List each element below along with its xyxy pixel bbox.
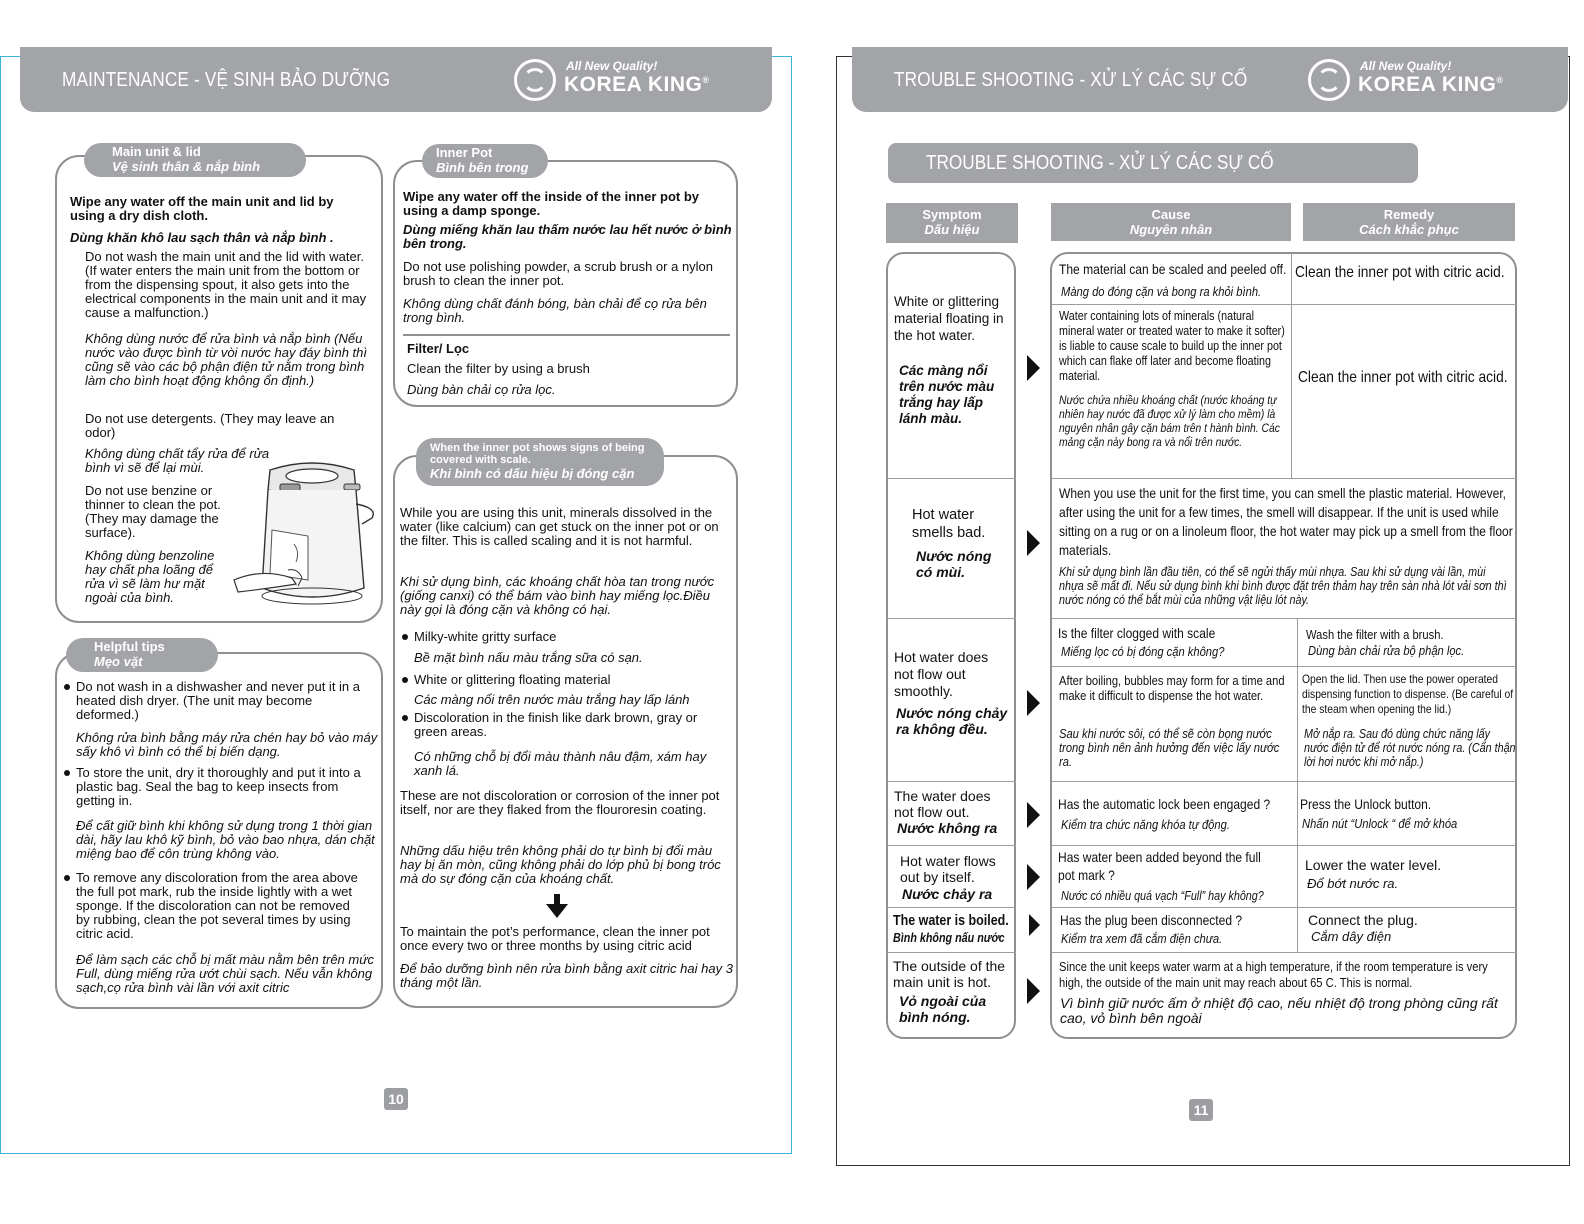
symptom-1-vi: Các màng nổi trên nước màu trắng hay lấp lánh màu.: [899, 363, 995, 426]
tip-3-vi: Để làm sạch các chỗ bị mất màu nằm bên trên mức Full, dùng miếng rửa ướt chùi sạch. Nếu vẫn không sạch,cọ rửa bình vài lần với axit citric: [76, 952, 374, 995]
cause-3b-vi: Sau khi nước sôi, có thể sẽ còn bọng nước trong bình nên ảnh hưởng đến việc lấy nước ra.: [1059, 726, 1280, 769]
cause-3b-en: After boiling, bubbles may form for a time and make it difficult to dispense the hot water.: [1059, 673, 1285, 703]
scale-p3-en: To maintain the pot’s performance, clean the inner pot once every two or three months by using citric acid: [400, 924, 710, 953]
main-unit-p1-en: Do not wash the main unit and the lid with water. (If water enters the main unit from the bottom or from the dispensing spout, it also gets into the electrical components in the main unit and it may cause a malfunction.): [85, 249, 367, 320]
remedy-5-vi: Đổ bớt nước ra.: [1307, 876, 1399, 891]
tip-2-vi: Để cất giữ bình khi không sử dụng trong 1 thời gian dài, hãy lau khô kỹ bình, bỏ vào bao nhựa, dán chặt miệng bao để côn trùng không vào.: [76, 818, 375, 861]
main-unit-lead-en: Wipe any water off the main unit and lid by using a dry dish cloth.: [70, 194, 334, 223]
brand-seal-icon: [514, 59, 556, 101]
brand-name: KOREA KING®: [564, 73, 710, 96]
main-unit-p3-en: Do not use benzine or thinner to clean the pot. (They may damage the surface).: [85, 483, 221, 540]
remedy-6-vi: Cắm dây điện: [1311, 929, 1392, 944]
remedy-1b-en: Clean the inner pot with citric acid.: [1298, 369, 1508, 386]
remedy-4-en: Press the Unlock button.: [1300, 796, 1432, 812]
cause-5-en: Has water been added beyond the full pot mark ?: [1058, 849, 1261, 883]
cause-1a-vi: Màng do đóng cặn và bong ra khỏi bình.: [1061, 284, 1262, 299]
cause-1a-en: The material can be scaled and peeled off.: [1059, 261, 1287, 277]
inner-pot-divider: [403, 334, 730, 336]
scale-bullet-2-vi: Các màng nổi trên nước màu trắng hay lấp lánh: [414, 692, 690, 707]
symptom-6-en: The water is boiled.: [893, 913, 1009, 929]
tip-1-vi: Không rửa bình bằng máy rửa chén hay bỏ vào máy sấy khô vì bình có thể bị biến dạng.: [76, 730, 378, 759]
filter-en: Clean the filter by using a brush: [407, 361, 590, 376]
scale-p2-en: These are not discoloration or corrosion of the inner pot itself, nor are they flaked from the flouroresin coating.: [400, 788, 720, 817]
symptom-4-en: The water does not flow out.: [894, 788, 991, 820]
cause-2-vi: Khi sử dụng bình lần đầu tiên, có thể sẽ ngửi thấy mùi nhựa. Sau khi sử dụng vài lần, mùi nhựa sẽ mất đi. Nếu sử dụng bình khi bình được đặt trên thảm hay trên sàn nhà lót vải sơn thì nước nóng có thể bắt mùi của những vật liệu lót này.: [1059, 565, 1507, 607]
remedy-3a-en: Wash the filter with a brush.: [1306, 627, 1444, 642]
inner-pot-tab: Inner Pot Bình bên trong: [422, 144, 548, 178]
main-unit-p3-vi: Không dùng benzoline hay chất pha loãng để rửa vì sẽ làm hư mặt ngoài của bình.: [85, 548, 215, 605]
right-header: [852, 47, 1568, 112]
row-divider: [1051, 952, 1516, 953]
remedy-4-vi: Nhấn nút “Unlock “ để mở khóa: [1302, 816, 1458, 831]
main-unit-p1-vi: Không dùng nước để rửa bình và nắp bình (Nếu nước vào được bình từ vòi nước hay đáy bình thì cũng sẽ vào các bộ phận điện tử nằm trong bình làm cho bình hoạt động không ổn định.): [85, 331, 368, 388]
inner-pot-lead-en: Wipe any water off the inside of the inner pot by using a damp sponge.: [403, 189, 700, 218]
brand-tagline: All New Quality!: [1360, 59, 1452, 73]
arrow-right-icon: [1027, 355, 1040, 381]
right-page-number: 11: [1189, 1099, 1213, 1121]
filter-vi: Dùng bàn chải cọ rửa lọc.: [407, 382, 556, 397]
brand-logo: [514, 55, 714, 103]
remedy-5-en: Lower the water level.: [1305, 857, 1442, 873]
symptom-5-en: Hot water flows out by itself.: [900, 853, 996, 885]
left-page-number: 10: [384, 1088, 408, 1110]
scale-tab: When the inner pot shows signs of being covered with scale. Khi bình có dấu hiệu bị đóng cặn: [416, 438, 664, 486]
scale-bullet-2-en: White or glittering floating material: [400, 673, 730, 687]
sub-row-divider: [1051, 304, 1516, 305]
scale-p2-vi: Những dấu hiệu trên không phải do tự bình bị đổi màu hay bị ăn mòn, cũng không phải do lớp phủ bị bong tróc mà do sự đóng cặn của khoáng chất.: [400, 843, 721, 886]
arrow-right-icon: [1027, 530, 1040, 556]
remedy-3b-vi: Mở nắp ra. Sau đó dùng chức năng lấy nước điện tử để rót nước nóng ra. (Cẩn thận lời hơi nước khi mở nắp.): [1304, 727, 1516, 769]
cause-4-en: Has the automatic lock been engaged ?: [1058, 796, 1271, 812]
symptom-4-vi: Nước không ra: [897, 820, 998, 836]
col-header-cause: Cause Nguyên nhân: [1051, 203, 1291, 241]
brand-logo-right: [1308, 55, 1508, 103]
col-divider: [1297, 619, 1298, 952]
remedy-3a-vi: Dùng bàn chải rửa bộ phận lọc.: [1308, 643, 1465, 658]
row-divider: [1051, 845, 1516, 846]
scale-bullet-3-vi: Có những chỗ bị đổi màu thành nâu đậm, xám hay xanh lá.: [414, 749, 707, 778]
main-unit-tab: Main unit & lid Vệ sinh thân & nắp bình: [84, 143, 306, 177]
brand-tagline: All New Quality!: [566, 59, 658, 73]
scale-p1-en: While you are using this unit, minerals dissolved in the water (like calcium) can get stuck on the inner pot or on the filter. This is called scaling and it is not harmful.: [400, 505, 719, 548]
symptom-2-vi: Nước nóng có mùi.: [916, 548, 992, 580]
main-unit-p2-en: Do not use detergents. (They may leave an odor): [85, 411, 335, 440]
remedy-6-en: Connect the plug.: [1308, 912, 1418, 928]
tip-3-en: To remove any discoloration from the area above the full pot mark, rub the inside lightly with a wet sponge. If the discoloration can not be removed by rubbing, clean the pot several times by using citric acid.: [62, 871, 362, 941]
row-divider: [886, 952, 1016, 953]
trouble-shooting-banner: TROUBLE SHOOTING - XỬ LÝ CÁC SỰ CỐ: [888, 143, 1418, 183]
symptom-1-en: White or glittering material floating in the hot water.: [894, 294, 1004, 343]
symptom-3-en: Hot water does not flow out smoothly.: [894, 649, 989, 699]
cause-6-vi: Kiểm tra xem đã cắm điện chưa.: [1061, 931, 1223, 946]
arrow-right-icon: [1027, 690, 1040, 716]
col-header-remedy: Remedy Cách khắc phục: [1303, 203, 1515, 241]
scale-p1-vi: Khi sử dụng bình, các khoáng chất hòa tan trong nước (giống canxi) có thể bám vào bình hay miếng lọc.Điều này gọi là đóng cặn và không có hại.: [400, 574, 715, 617]
row-divider: [886, 845, 1016, 846]
cause-3a-en: Is the filter clogged with scale: [1058, 625, 1216, 641]
cause-6-en: Has the plug been disconnected ?: [1060, 912, 1243, 928]
inner-pot-p1-vi: Không dùng chất đánh bóng, bàn chải để cọ rửa bên trong bình.: [403, 296, 707, 325]
inner-pot-lead-vi: Dùng miếng khăn lau thấm nước lau hết nước ở bình bên trong.: [403, 222, 732, 251]
scale-p3-vi: Để bảo dưỡng bình nên rửa bình bằng axit citric hai hay 3 tháng một lần.: [400, 961, 733, 990]
symptom-7-en: The outside of the main unit is hot.: [893, 958, 1006, 990]
scale-bullet-1-en: Milky-white gritty surface: [400, 630, 730, 644]
tip-2-en: To store the unit, dry it thoroughly and put it into a plastic bag. Seal the bag to keep insects from getting in.: [62, 766, 372, 808]
row-divider: [1051, 907, 1516, 908]
col-header-symptom: Symptom Dấu hiệu: [886, 203, 1018, 243]
row-divider: [1051, 618, 1516, 619]
brand-seal-icon: [1308, 59, 1350, 101]
cause-1b-en: Water containing lots of minerals (natural mineral water or treated water to make it softer) is liable to cause scale to build up the inner pot which can flake off later and become floating material.: [1059, 309, 1285, 383]
main-unit-p2-vi: Không dùng chất tẩy rửa để rửa bình vì sẽ để lại mùi.: [85, 446, 270, 475]
main-unit-lead-vi: Dùng khăn khô lau sạch thân và nắp bình .: [70, 230, 334, 245]
cause-3a-vi: Miếng lọc có bị đóng cặn không?: [1061, 644, 1225, 659]
cause-2-en: When you use the unit for the first time, you can smell the plastic material. However, after using the unit for a few times, the smell will disappear. If the unit is used while sitting on a rug or on a linoleum floor, the hot water may pick up a smell from the floor materials.: [1059, 485, 1513, 558]
tip-1-en: Do not wash in a dishwasher and never put it in a heated dish dryer. (The unit may become deformed.): [62, 680, 378, 722]
scale-bullet-1-vi: Bề mặt bình nấu màu trắng sữa có sạn.: [414, 650, 643, 665]
remedy-3b-en: Open the lid. Then use the power operated dispensing function to dispense. (Be careful of the steam when opening the lid.): [1302, 672, 1514, 716]
cause-4-vi: Kiểm tra chức năng khóa tự động.: [1061, 817, 1230, 832]
filter-title: Filter/ Lọc: [407, 341, 470, 356]
arrow-down-icon: [546, 894, 568, 918]
cause-5-vi: Nước có nhiều quá vạch “Full” hay không?: [1061, 889, 1264, 903]
remedy-1a-en: Clean the inner pot with citric acid.: [1295, 264, 1505, 281]
symptom-6-vi: Bình không nấu nước: [893, 931, 1005, 945]
row-divider: [886, 781, 1016, 782]
arrow-right-icon: [1027, 978, 1040, 1004]
right-header-title: TROUBLE SHOOTING - XỬ LÝ CÁC SỰ CỐ: [894, 69, 1248, 91]
left-header-title: MAINTENANCE - VỆ SINH BẢO DƯỠNG: [62, 69, 391, 91]
symptom-7-vi: Vỏ ngoài của bình nóng.: [899, 993, 987, 1025]
row-divider: [886, 907, 1016, 908]
scale-bullet-3-en: Discoloration in the finish like dark brown, gray or green areas.: [400, 711, 730, 739]
arrow-right-icon: [1027, 864, 1040, 890]
inner-pot-p1-en: Do not use polishing powder, a scrub brush or a nylon brush to clean the inner pot.: [403, 259, 714, 288]
thermos-pot-illustration: [232, 460, 382, 615]
row-divider: [1051, 478, 1516, 479]
cause-7-en: Since the unit keeps water warm at a high temperature, if the room temperature is very high, the outside of the main unit may reach about 65 C. This is normal.: [1059, 959, 1488, 990]
arrow-right-icon: [1027, 802, 1040, 828]
brand-name: KOREA KING®: [1358, 73, 1504, 96]
arrow-right-icon: [1029, 914, 1040, 936]
cause-1b-vi: Nước chứa nhiều khoáng chất (nước khoáng tự nhiên hay nước đã được xử lý làm cho mềm) là nguyên nhân gây cặn bám trên t hành bình. Các mảng cặn này bong ra và nổi trên nước.: [1059, 393, 1280, 449]
row-divider: [1051, 781, 1516, 782]
symptom-2-en: Hot water smells bad.: [912, 507, 986, 541]
symptom-3-vi: Nước nóng chảy ra không đều.: [896, 705, 1008, 737]
row-divider: [886, 618, 1016, 619]
row-divider: [886, 478, 1016, 479]
symptom-5-vi: Nước chảy ra: [902, 886, 993, 902]
helpful-tips-tab: Helpful tips Mẹo vặt: [66, 638, 218, 672]
sub-row-divider: [1051, 666, 1516, 667]
left-header: [20, 47, 772, 112]
cause-7-vi: Vì bình giữ nước ấm ở nhiệt độ cao, nếu nhiệt độ trong phòng cũng rất cao, vỏ bình bên ngoài: [1060, 995, 1498, 1026]
